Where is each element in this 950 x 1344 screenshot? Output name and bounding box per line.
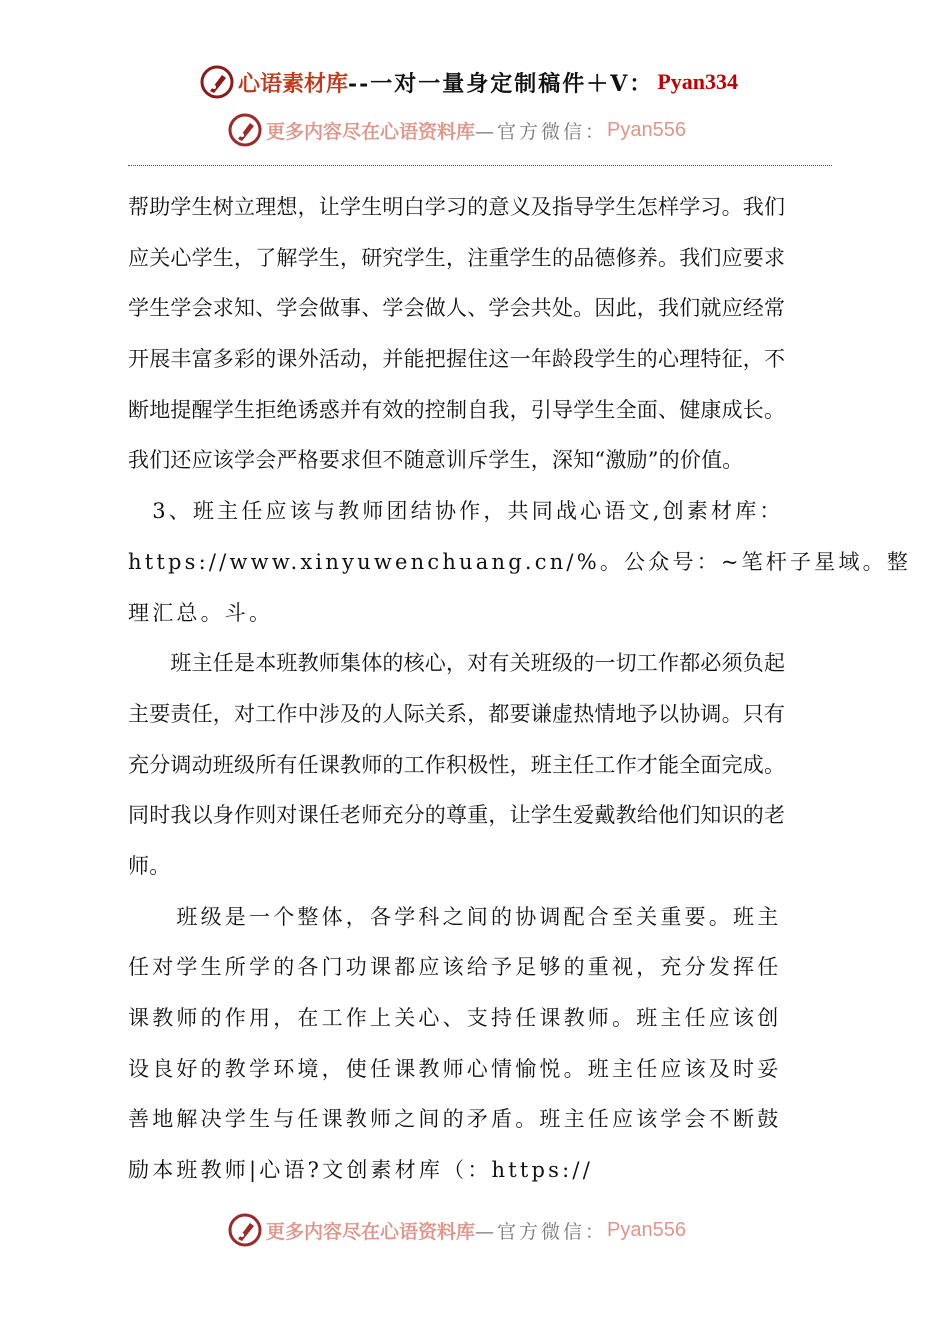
text-line: 班级是一个整体，各学科之间的协调配合至关重要。班主 [128, 904, 782, 929]
text-line: 应关心学生，了解学生，研究学生，注重学生的品德修养。我们应要求 [128, 245, 786, 270]
text-line: 3、班主任应该与教师团结协作，共同战心语文,创素材库： [128, 499, 784, 524]
subbanner-text: 更多内容尽在心语资料库 [266, 120, 476, 143]
header-slogan: --一对一量身定制稿件＋V： [348, 70, 654, 97]
text-line: 开展丰富多彩的课外活动，并能把握住这一年龄段学生的心理特征，不 [128, 347, 786, 372]
text-line: 我们还应该学会严格要求但不随意训斥学生，深知“激励”的价值。 [128, 448, 744, 473]
paragraph-1 [128, 182, 828, 486]
document-body [128, 182, 912, 1196]
paragraph-4 [128, 892, 828, 1196]
text-line: 断地提醒学生拒绝诱惑并有效的控制自我，引导学生全面、健康成长。 [128, 397, 786, 422]
text-line: 帮助学生树立理想，让学生明白学习的意义及指导学生怎样学习。我们 [128, 195, 786, 219]
subbanner-label: —官方微信： [475, 120, 608, 143]
text-line: 课教师的作用，在工作上关心、支持任课教师。班主任应该创 [128, 1006, 782, 1030]
footer-banner [228, 1212, 686, 1248]
text-line: 设良好的教学环境，使任课教师心情愉悦。班主任应该及时妥 [128, 1056, 782, 1081]
pen-logo-icon [200, 65, 234, 99]
footer-label: —官方微信： [475, 1220, 608, 1243]
text-line: 班主任是本班教师集体的核心，对有关班级的一切工作都必须负起 [128, 651, 786, 676]
header-wechat-id: Pyan334 [657, 69, 739, 94]
paragraph-2 [128, 486, 912, 638]
header-divider [128, 165, 832, 166]
pen-logo-icon [228, 113, 262, 147]
text-line: 师。 [128, 853, 171, 878]
header-subbanner [228, 112, 686, 148]
footer-text: 更多内容尽在心语资料库 [266, 1220, 476, 1243]
subbanner-wechat-id: Pyan556 [607, 118, 686, 141]
text-line: 善地解决学生与任课教师之间的矛盾。班主任应该学会不断鼓 [128, 1107, 782, 1132]
text-line: 任对学生所学的各门功课都应该给予足够的重视，充分发挥任 [128, 955, 782, 980]
text-line: 充分调动班级所有任课教师的工作积极性，班主任工作才能全面完成。 [128, 752, 786, 777]
text-line: 学生学会求知、学会做事、学会做人、学会共处。因此，我们就应经常 [128, 296, 786, 321]
paragraph-3 [128, 638, 828, 891]
text-line: 理汇总。斗。 [128, 600, 274, 625]
text-line: 主要责任，对工作中涉及的人际关系，都要谦虚热情地予以协调。只有 [128, 701, 786, 726]
brand-name: 心语素材库 [238, 70, 349, 97]
footer-wechat-id: Pyan556 [607, 1218, 686, 1241]
text-line: https://www.xinyuwenchuang.cn/%。公众号：~笔杆子星域。整 [128, 549, 912, 574]
pen-logo-icon [228, 1213, 262, 1247]
text-line: 励本班教师|心语?文创素材库（：https:// [128, 1158, 593, 1183]
text-line: 同时我以身作则对课任老师充分的尊重，让学生爱戴教给他们知识的老 [128, 803, 786, 828]
header-banner [200, 62, 760, 102]
